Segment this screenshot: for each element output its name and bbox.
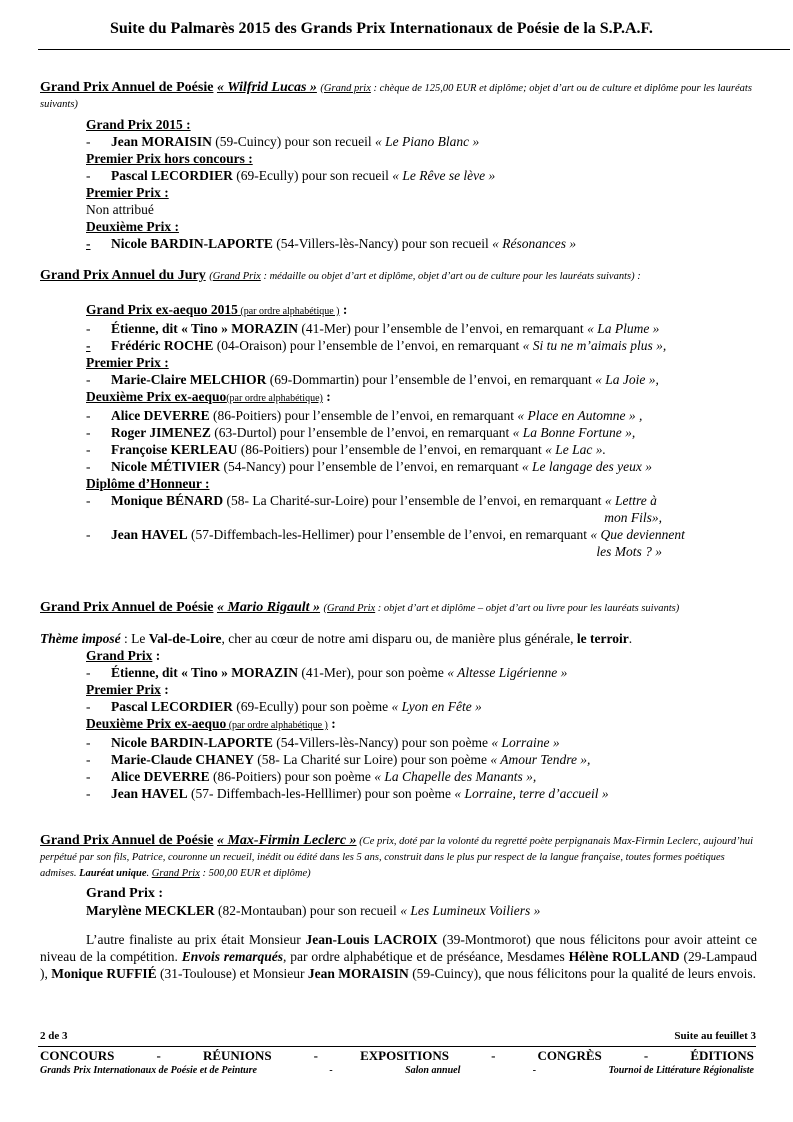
heading-name: Grand Prix Annuel du Jury xyxy=(40,268,206,283)
heading-work: « Max-Firmin Leclerc » xyxy=(216,833,357,848)
heading-note: (Grand Prix : objet d’art et diplôme – objet d’art ou livre pour les lauréats suivants) xyxy=(323,603,680,614)
footer-activities: CONCOURS - RÉUNIONS - EXPOSITIONS - CONGRÈS - ÉDITIONS xyxy=(40,1048,754,1063)
page-number: 2 de 3 xyxy=(40,1030,68,1042)
heading-name: Grand Prix Annuel de Poésie xyxy=(40,600,214,615)
award-label: Diplôme d’Honneur : xyxy=(86,476,210,491)
awards-block xyxy=(86,884,762,919)
laureate-row: - Nicole BARDIN-LAPORTE (54-Villers-lès-Nancy) pour son recueil « Résonances » xyxy=(86,236,577,251)
laureate-row: - Françoise KERLEAU (86-Poitiers) pour l’ensemble de l’envoi, en remarquant « Le Lac ». xyxy=(86,442,606,457)
continued-note: Suite au feuillet 3 xyxy=(674,1030,756,1042)
laureate-row-continued: mon Fils», xyxy=(604,510,662,525)
awards-block: Grand Prix : - Étienne, dit « Tino » MORAZIN (41-Mer), pour son poème « Altesse Ligérienne » Premier Prix : - Pascal LECORDIER (69-Ecully) pour son poème « Lyon en Fête » Deuxième Prix ex-aequo (par ordre alphabétique ) : - Nicole BARDIN-LAPORTE (54-Villers-lès-Nancy) pour son poème « Lorraine » - Marie-Claude CHANEY (58- La Charité sur Loire) pour son poème « Amour Tendre », - Alice DEVERRE (86-Poitiers) pour son poème « La Chapelle des Manants », - Jean HAVEL (57- Diffembach-les-Helllimer) pour son poème « Lorraine, terre d’accueil » xyxy=(86,647,762,802)
laureate-row: - Frédéric ROCHE (04-Oraison) pour l’ensemble de l’envoi, en remarquant « Si tu ne m’aimais plus », xyxy=(86,338,667,353)
heading-note: (Grand prix : chèque de 125,00 EUR et diplôme; objet d’art ou de culture et diplôme pour les lauréats suivants) xyxy=(40,83,752,110)
laureate-row: - Étienne, dit « Tino » MORAZIN (41-Mer), pour son poème « Altesse Ligérienne » xyxy=(86,665,568,680)
award-label: Deuxième Prix : xyxy=(86,219,179,234)
laureate-row: Marylène MECKLER (82-Montauban) pour son recueil « Les Lumineux Voiliers » xyxy=(86,903,541,918)
finalists-paragraph: L’autre finaliste au prix était Monsieur Jean-Louis LACROIX (39-Montmorot) que nous félicitons pour avoir atteint ce niveau de la compétition. Envois remarqués, par ordre alphabétique et de préséance, Mesdames Hélène ROLLAND (29-Lampaud ), Monique RUFFIÉ (31-Toulouse) et Monsieur Jean MORAISIN (59-Cuincy), que nous félicitons pour la qualité de leurs envois. xyxy=(40,932,757,981)
heading-name: Grand Prix Annuel de Poésie xyxy=(40,80,214,95)
award-label: Premier Prix xyxy=(86,682,161,697)
laureate-row: - Jean MORAISIN (59-Cuincy) pour son recueil « Le Piano Blanc » xyxy=(86,134,480,149)
theme-line: Thème imposé : Le Val-de-Loire, cher au cœur de notre ami disparu ou, de manière plus générale, le terroir. xyxy=(40,631,633,646)
laureate-row: - Marie-Claire MELCHIOR (69-Dommartin) pour l’ensemble de l’envoi, en remarquant « La Joie », xyxy=(86,372,659,387)
award-label: Deuxième Prix ex-aequo (par ordre alphabétique ) xyxy=(86,716,328,731)
awards-block: Grand Prix ex-aequo 2015 (par ordre alphabétique ) : - Étienne, dit « Tino » MORAZIN (41-Mer) pour l’ensemble de l’envoi, en remarquant « La Plume » - Frédéric ROCHE (04-Oraison) pour l’ensemble de l’envoi, en remarquant « Si tu ne m’aimais plus », Premier Prix : - Marie-Claire MELCHIOR (69-Dommartin) pour l’ensemble de l’envoi, en remarquant « La Joie », Deuxième Prix ex-aequo(par ordre alphabétique) : - Alice DEVERRE (86-Poitiers) pour l’ensemble de l’envoi, en remarquant « Place en Automne » , - Roger JIMENEZ (63-Durtol) pour l’ensemble de l’envoi, en remarquant « La Bonne Fortune », - Françoise KERLEAU (86-Poitiers) pour l’ensemble de l’envoi, en remarquant « Le Lac ». - Nicole MÉTIVIER (54-Nancy) pour l’ensemble de l’envoi, en remarquant « Le langage des yeux » Diplôme d’Honneur : - Monique BÉNARD (58- La Charité-sur-Loire) pour l’ensemble de l’envoi, en remarquant « Lettre à mon Fils», - Jean HAVEL (57-Diffembach-les-Hellimer) pour l’ensemble de l’envoi, en remarquant « Que deviennent les Mots ? » xyxy=(86,301,762,560)
top-rule xyxy=(38,49,790,50)
footer-rule xyxy=(38,1046,756,1047)
section-heading xyxy=(40,80,762,112)
laureate-row: - Alice DEVERRE (86-Poitiers) pour l’ensemble de l’envoi, en remarquant « Place en Automne » , xyxy=(86,408,643,423)
laureate-row: - Pascal LECORDIER (69-Ecully) pour son recueil « Le Rêve se lève » xyxy=(86,168,496,183)
section-jury xyxy=(40,268,762,560)
award-label: Premier Prix : xyxy=(86,185,169,200)
laureate-row: - Roger JIMENEZ (63-Durtol) pour l’ensemble de l’envoi, en remarquant « La Bonne Fortune », xyxy=(86,425,636,440)
laureate-row: - Nicole MÉTIVIER (54-Nancy) pour l’ensemble de l’envoi, en remarquant « Le langage des yeux » xyxy=(86,459,652,474)
award-label: Grand Prix ex-aequo 2015 (par ordre alphabétique ) xyxy=(86,302,340,317)
award-label: Grand Prix : xyxy=(86,886,163,901)
section-max-firmin-leclerc xyxy=(40,833,762,919)
laureate-row: - Étienne, dit « Tino » MORAZIN (41-Mer) pour l’ensemble de l’envoi, en remarquant « La Plume » xyxy=(86,321,660,336)
footer-events: Grands Prix Internationaux de Poésie et de Peinture - Salon annuel - Tournoi de Littérature Régionaliste xyxy=(40,1065,754,1076)
laureate-row: - Marie-Claude CHANEY (58- La Charité sur Loire) pour son poème « Amour Tendre », xyxy=(86,752,591,767)
section-heading xyxy=(40,600,762,616)
award-label: Deuxième Prix ex-aequo(par ordre alphabétique) xyxy=(86,389,323,404)
laureate-row-continued: les Mots ? » xyxy=(596,544,662,559)
laureate-row: - Nicole BARDIN-LAPORTE (54-Villers-lès-Nancy) pour son poème « Lorraine » xyxy=(86,735,560,750)
laureate-row: - Jean HAVEL (57-Diffembach-les-Hellimer) pour l’ensemble de l’envoi, en remarquant « Que deviennent xyxy=(86,527,685,542)
laureate-row: - Monique BÉNARD (58- La Charité-sur-Loire) pour l’ensemble de l’envoi, en remarquant « Lettre à xyxy=(86,493,657,508)
laureate-row: - Jean HAVEL (57- Diffembach-les-Helllimer) pour son poème « Lorraine, terre d’accueil » xyxy=(86,786,609,801)
heading-name: Grand Prix Annuel de Poésie xyxy=(40,833,214,848)
heading-work: « Mario Rigault » xyxy=(216,600,321,615)
section-mario-rigault xyxy=(40,600,762,802)
page-title: Suite du Palmarès 2015 des Grands Prix Internationaux de Poésie de la S.P.A.F. xyxy=(110,20,653,37)
award-label: Premier Prix : xyxy=(86,355,169,370)
not-awarded-text: Non attribué xyxy=(86,202,154,217)
awards-block xyxy=(86,116,762,252)
section-wilfrid-lucas xyxy=(40,80,762,252)
award-label: Premier Prix hors concours : xyxy=(86,151,253,166)
section-heading xyxy=(40,833,762,881)
award-label: Grand Prix 2015 : xyxy=(86,117,191,132)
heading-note: (Grand Prix : médaille ou objet d’art et diplôme, objet d’art ou de culture pour les lauréats suivants) : xyxy=(209,271,641,282)
laureate-row: - Alice DEVERRE (86-Poitiers) pour son poème « La Chapelle des Manants », xyxy=(86,769,537,784)
heading-work: « Wilfrid Lucas » xyxy=(216,80,317,95)
section-heading xyxy=(40,268,762,284)
heading-note: (Ce prix, doté par la volonté du regretté poète perpignanais Max-Firmin Leclerc, aujourd’hui perpétué par son fils, Patrice, couronne un recueil, inédit ou édité dans les 5 ans, construit dans le plus pur respect de la langue française, toutes formes poétiques admises. Lauréat unique. Grand Prix : 500,00 EUR et diplôme) xyxy=(40,836,754,879)
laureate-row: - Pascal LECORDIER (69-Ecully) pour son poème « Lyon en Fête » xyxy=(86,699,482,714)
award-label: Grand Prix xyxy=(86,648,153,663)
